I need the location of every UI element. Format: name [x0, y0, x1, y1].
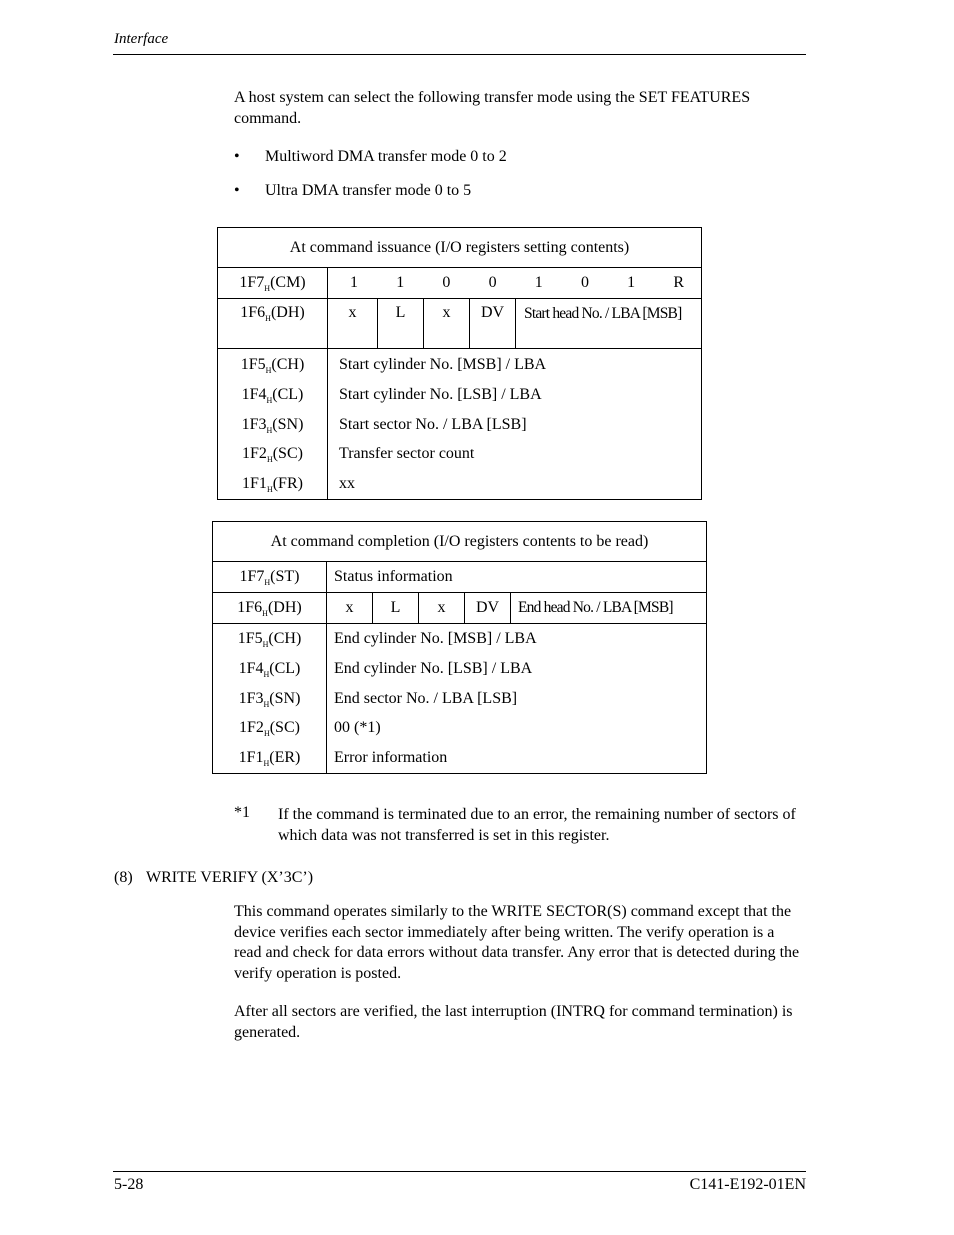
- register-value: Error information: [334, 749, 448, 767]
- bit-value: 1: [534, 274, 543, 291]
- register-label-group: $1F5_H(CH)$ $1F4_H(CL)$ $1F3_H(SN)$ $1F2_H(SC)$ $1F1_H(FR)$: [218, 349, 328, 500]
- register-contents: [327, 624, 707, 774]
- head-lba-cell: Start head No. / LBA [MSB]: [516, 299, 702, 349]
- bit-value: R: [673, 274, 684, 291]
- bit-cell: DV: [470, 299, 516, 349]
- table-title: At command completion (I/O registers contents to be read): [213, 522, 707, 562]
- register-contents: [328, 349, 702, 500]
- table-title: At command issuance (I/O registers setting contents): [218, 228, 702, 268]
- cm-bit-row: [328, 268, 702, 299]
- bit-cell: L: [373, 593, 419, 624]
- footer-rule: [113, 1171, 806, 1172]
- bit-value: 1: [350, 274, 358, 291]
- footnote-text: If the command is terminated due to an error, the remaining number of sectors of which data was not transferred is set in this register.: [278, 806, 796, 844]
- register-label: $1F6_H(DH)$: [213, 593, 327, 624]
- register-label: $1F6_H(DH)$: [218, 299, 328, 349]
- status-cell: Status information: [327, 562, 707, 593]
- bullet-text: Multiword DMA transfer mode 0 to 2: [265, 148, 507, 165]
- completion-register-table: [212, 521, 707, 774]
- register-value: Start sector No. / LBA [LSB]: [339, 415, 527, 433]
- head-lba-cell: End head No. / LBA [MSB]: [511, 593, 707, 624]
- page-number: 5-28: [114, 1176, 144, 1193]
- bit-value: 1: [396, 274, 405, 291]
- bullet-mark: •: [234, 182, 240, 199]
- register-label-group: $1F5_H(CH)$ $1F4_H(CL)$ $1F3_H(SN)$ $1F2_H(SC)$ $1F1_H(ER)$: [213, 624, 327, 774]
- section-paragraph: After all sectors are verified, the last interruption (INTRQ for command termination) is generated.: [234, 1003, 793, 1041]
- register-value: Start cylinder No. [MSB] / LBA: [339, 356, 547, 373]
- bit-cell: DV: [465, 593, 511, 624]
- register-value: End cylinder No. [LSB] / LBA: [334, 659, 533, 677]
- bit-cell: x: [328, 299, 378, 349]
- section-number: (8): [114, 869, 133, 886]
- footnote-mark: *1: [234, 804, 250, 821]
- section-title: WRITE VERIFY (X’3C’): [146, 869, 314, 886]
- register-value: Start cylinder No. [LSB] / LBA: [339, 385, 542, 403]
- register-value: End sector No. / LBA [LSB]: [334, 689, 518, 707]
- bit-value: 0: [580, 274, 589, 291]
- running-header: Interface: [114, 31, 169, 47]
- bit-value: 0: [488, 274, 497, 291]
- issuance-register-table: [217, 227, 702, 500]
- register-value: Transfer sector count: [339, 445, 475, 463]
- bullet-mark: •: [234, 148, 240, 165]
- bit-value: 0: [442, 274, 451, 291]
- intro-paragraph: A host system can select the following transfer mode using the SET FEATURES command.: [234, 89, 751, 127]
- header-rule: [113, 54, 806, 55]
- register-value: xx: [339, 475, 355, 493]
- bit-cell: x: [327, 593, 373, 624]
- register-label: $1F7_H(CM)$: [218, 268, 328, 299]
- register-label: $1F7_H(ST)$: [213, 562, 327, 593]
- bullet-text: Ultra DMA transfer mode 0 to 5: [265, 182, 472, 199]
- register-value: End cylinder No. [MSB] / LBA: [334, 630, 537, 647]
- bit-cell: x: [424, 299, 470, 349]
- register-value: 00 (*1): [334, 719, 381, 737]
- section-paragraph: This command operates similarly to the WRITE SECTOR(S) command except that the device verifies each sector immediately after being written. The verify operation is a read and check for data errors without data transfer. Any error that is detected during the verify operation is posted.: [234, 903, 800, 982]
- bit-cell: x: [419, 593, 465, 624]
- bit-value: 1: [627, 274, 636, 291]
- document-id: C141-E192-01EN: [689, 1176, 806, 1193]
- bit-cell: L: [378, 299, 424, 349]
